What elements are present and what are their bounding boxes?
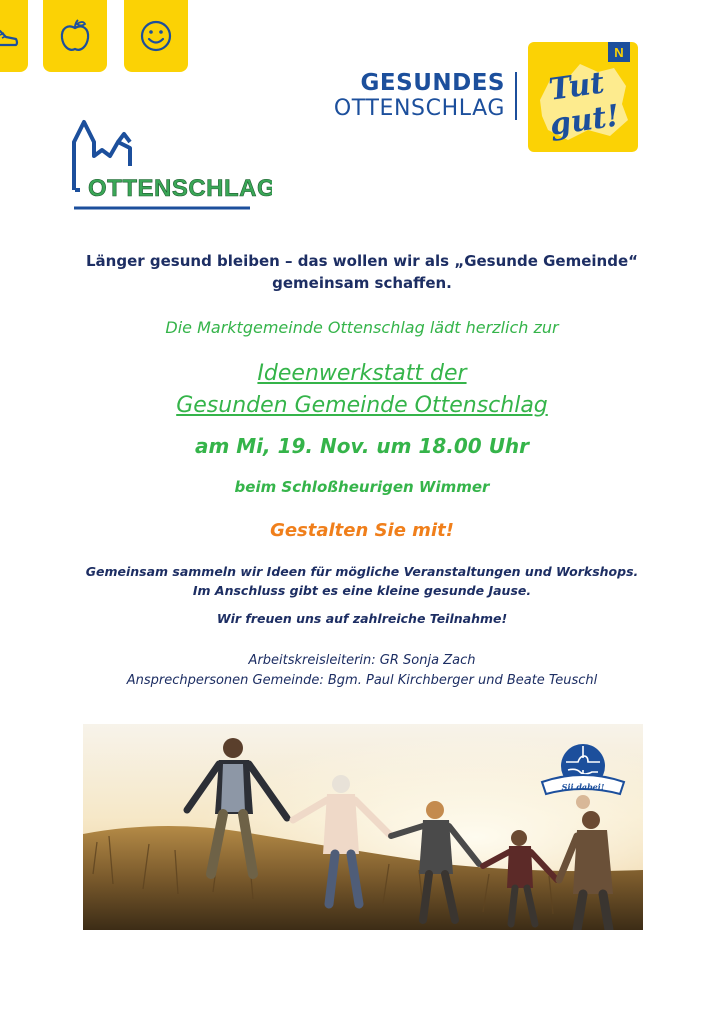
details-line2: Im Anschluss gibt es eine kleine gesunde Jause.	[192, 583, 532, 599]
event-details	[0, 562, 724, 601]
invitation-line: Die Marktgemeinde Ottenschlag lädt herzlich zur	[165, 318, 559, 337]
event-title-line1: Ideenwerkstatt der	[257, 361, 467, 386]
contact-line1: Arbeitskreisleiterin: GR Sonja Zach	[248, 653, 476, 668]
svg-text:Tut: Tut	[546, 65, 607, 108]
event-title	[0, 358, 724, 422]
details-line1: Gemeinsam sammeln wir Ideen für mögliche Veranstaltungen und Workshops.	[85, 564, 639, 579]
apple-tile	[43, 0, 107, 72]
intro-line1: Länger gesund bleiben – das wollen wir als „Gesunde Gemeinde“	[86, 252, 638, 270]
gesundes-ottenschlag-logo	[300, 70, 505, 122]
town-logo-name: OTTENSCHLAG	[88, 175, 272, 202]
sii-dabei-badge	[538, 738, 628, 800]
contact-line2: Ansprechpersonen Gemeinde: Bgm. Paul Kirchberger und Beate Teuschl	[126, 673, 598, 689]
shoe-icon	[0, 21, 20, 51]
sii-dabei-text: Sii dabei!	[561, 782, 605, 792]
smiley-icon	[139, 19, 173, 53]
ottenschlag-town-logo	[72, 116, 272, 216]
brand-line2: OTTENSCHLAG	[333, 96, 505, 122]
intro-text	[0, 251, 724, 295]
event-title-line2: Gesunden Gemeinde Ottenschlag	[176, 392, 548, 418]
svg-text:gut!: gut!	[547, 98, 622, 143]
thanks-line: Wir freuen uns auf zahlreiche Teilnahme!	[216, 611, 508, 626]
event-date: am Mi, 19. Nov. um 18.00 Uhr	[194, 434, 530, 458]
intro-line2: gemeinsam schaffen.	[272, 273, 452, 292]
event-location: beim Schloßheurigen Wimmer	[234, 478, 490, 496]
shoe-tile	[0, 0, 28, 72]
call-to-action: Gestalten Sie mit!	[270, 520, 454, 541]
smiley-tile	[124, 0, 188, 72]
brand-line1: GESUNDES	[360, 70, 505, 96]
brand-divider	[515, 72, 517, 120]
apple-icon	[58, 18, 92, 54]
tut-gut-badge	[528, 42, 638, 152]
contact-info	[0, 651, 724, 691]
badge-corner-letter: N	[614, 45, 624, 60]
